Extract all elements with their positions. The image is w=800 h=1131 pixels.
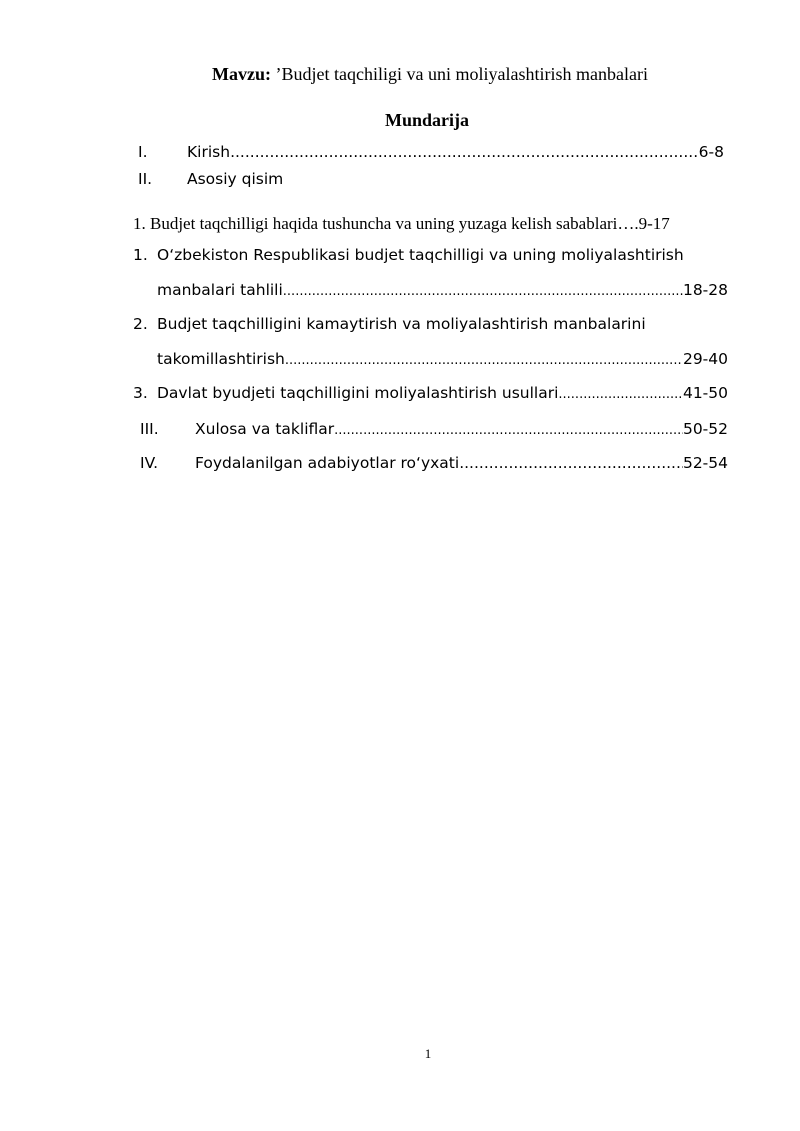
toc-entry-pages: 6-8: [698, 143, 724, 161]
toc-entry-references: [140, 454, 728, 472]
toc-entry-leader: [283, 284, 683, 299]
toc-entry-leader: [558, 387, 683, 402]
toc-entry-leader: [459, 454, 683, 472]
toc-entry-section-1: [133, 214, 728, 234]
toc-entry-leader: [230, 143, 699, 161]
toc-entry-pages: 9-17: [638, 214, 670, 233]
toc-entry-title: Foydalanilgan adabiyotlar ro‘yxati: [195, 454, 460, 472]
toc-entry-pages: 18-28: [682, 281, 728, 299]
toc-entry-leader: [334, 423, 683, 438]
toc-entry-pages: 41-50: [682, 384, 728, 402]
topic-line: [0, 64, 800, 85]
toc-entry-chapter-2: [133, 315, 646, 333]
toc-entry-title: Budjet taqchilligini kamaytirish va moliyalashtirish manbalarini: [157, 315, 646, 333]
toc-entry-intro: [138, 143, 724, 161]
toc-entry-title: Kirish: [187, 143, 231, 161]
toc-entry-chapter-2-continuation: [157, 350, 728, 368]
toc-entry-pages: 52-54: [682, 454, 728, 472]
toc-entry-title: Xulosa va takliflar: [195, 420, 335, 438]
toc-entry-marker: IV.: [140, 454, 159, 472]
toc-entry-pages: 50-52: [682, 420, 728, 438]
toc-entry-title: O‘zbekiston Respublikasi budjet taqchilligi va uning moliyalashtirish: [157, 246, 684, 264]
toc-entry-marker: III.: [140, 420, 159, 438]
toc-entry-marker: 1.: [133, 246, 148, 264]
toc-entry-marker: 3.: [133, 384, 148, 402]
toc-entry-chapter-3: [133, 384, 728, 402]
toc-entry-marker: I.: [138, 143, 148, 161]
toc-entry-marker: 2.: [133, 315, 148, 333]
toc-heading: Mundarija: [384, 110, 469, 130]
toc-entry-pages: 29-40: [682, 350, 728, 368]
toc-entry-leader: [285, 353, 683, 368]
topic-title: ’Budjet taqchiligi va uni moliyalashtirish manbalari: [275, 64, 648, 84]
toc-entry-chapter-1: [133, 246, 684, 264]
toc-entry-title: Asosiy qisim: [187, 170, 284, 188]
toc-entry-chapter-1-continuation: [157, 281, 728, 299]
toc-entry-marker: II.: [138, 170, 153, 188]
page-number: 1: [424, 1046, 432, 1061]
toc-entry-conclusion: [140, 420, 728, 438]
toc-entry-title-continuation: manbalari tahlili: [157, 281, 283, 299]
toc-entry-title: 1. Budjet taqchilligi haqida tushuncha va uning yuzaga kelish sabablari: [133, 214, 618, 233]
topic-label: Mavzu:: [212, 64, 272, 84]
toc-entry-title-continuation: takomillashtirish: [157, 350, 285, 368]
toc-entry-leader: ….: [617, 214, 639, 233]
toc-entry-main-part: [138, 170, 283, 188]
toc-entry-title: Davlat byudjeti taqchilligini moliyalashtirish usullari: [157, 384, 559, 402]
